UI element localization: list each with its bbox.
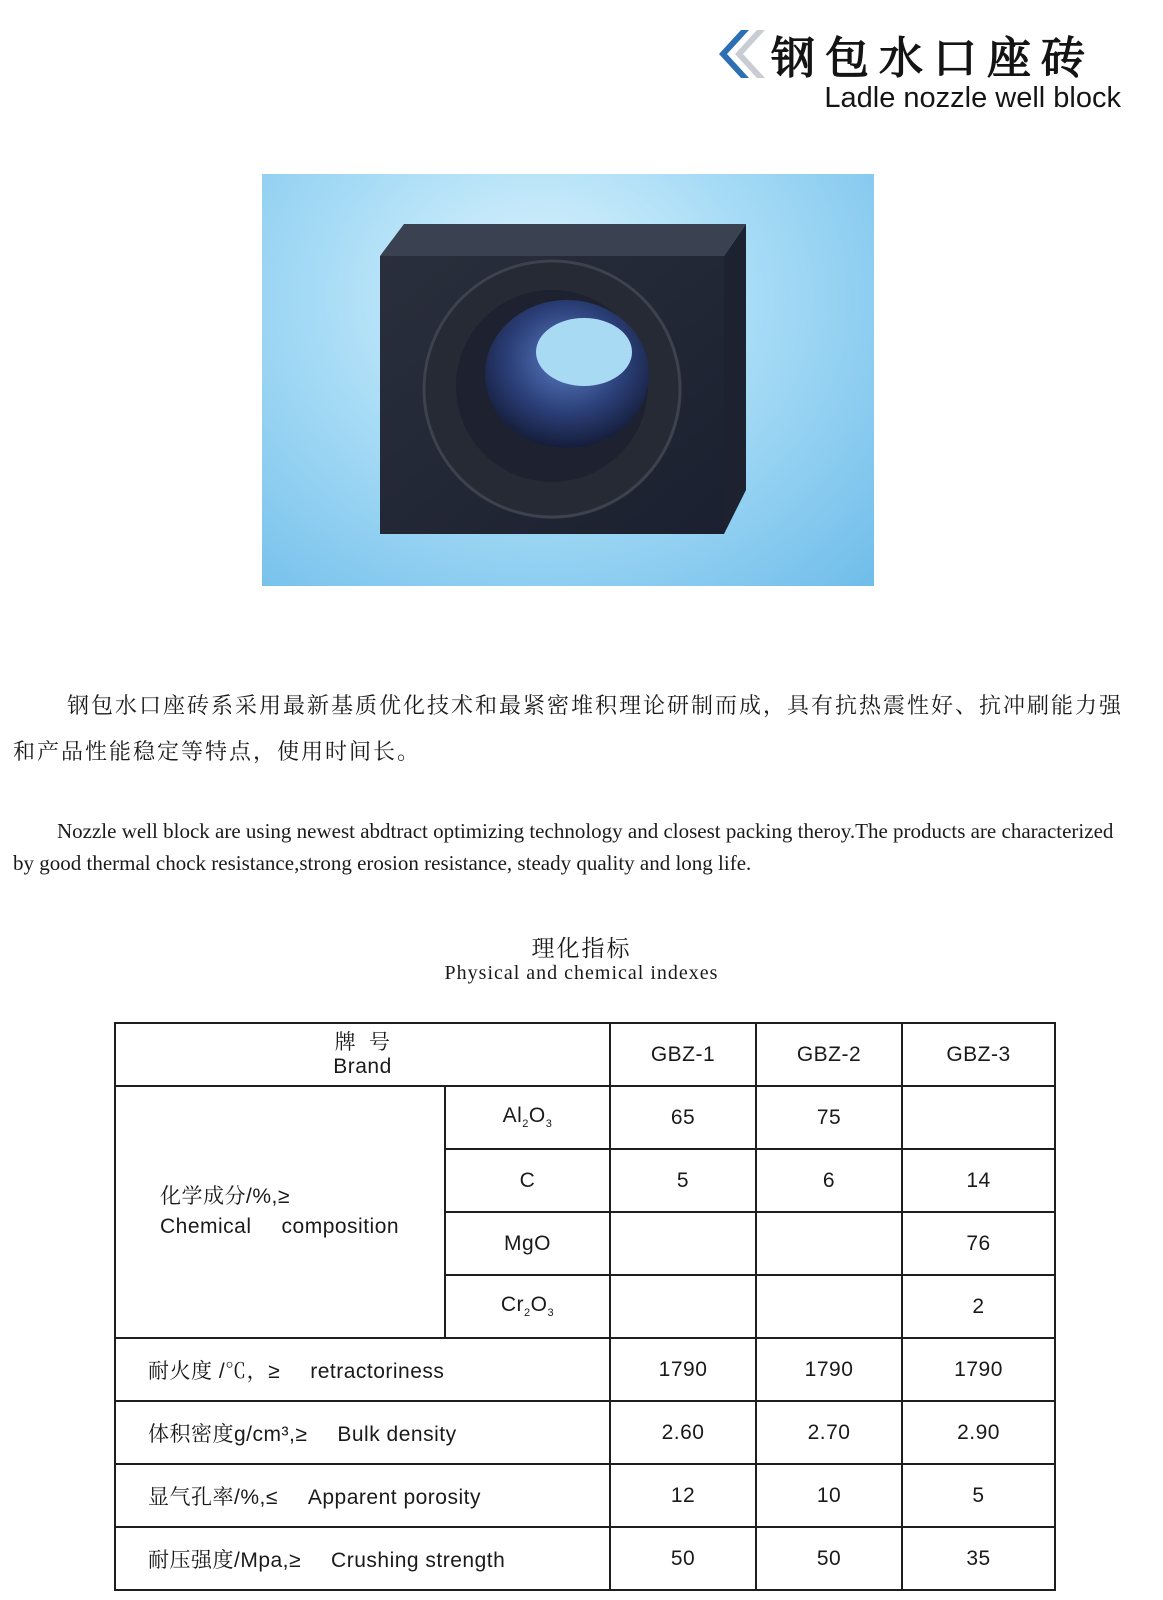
property-label: 耐火度 /℃，≥ retractoriness xyxy=(115,1338,610,1401)
chemical-composition-label xyxy=(115,1086,445,1338)
table-row xyxy=(115,1527,1055,1590)
table-cell: 10 xyxy=(756,1464,902,1527)
nozzle-block-image xyxy=(262,174,874,586)
table-cell xyxy=(902,1086,1055,1149)
table-cell xyxy=(756,1275,902,1338)
brand-header xyxy=(115,1023,610,1086)
property-label: 显气孔率/%,≤ Apparent porosity xyxy=(115,1464,610,1527)
page-header xyxy=(701,18,1121,118)
table-row xyxy=(115,1401,1055,1464)
table-cell: 5 xyxy=(902,1464,1055,1527)
table-cell: 65 xyxy=(610,1086,756,1149)
table-title-cn: 理化指标 xyxy=(531,936,632,962)
table-cell: 1790 xyxy=(610,1338,756,1401)
table-cell: 5 xyxy=(610,1149,756,1212)
chem-component: $Al_2O_3$ xyxy=(445,1086,610,1149)
table-cell: 50 xyxy=(610,1527,756,1590)
brand-label-cn: 牌 号 xyxy=(334,1030,391,1054)
table-cell xyxy=(610,1275,756,1338)
table-cell xyxy=(756,1212,902,1275)
property-label: 耐压强度/Mpa,≥ Crushing strength xyxy=(115,1527,610,1590)
table-row xyxy=(115,1464,1055,1527)
table-header-row xyxy=(115,1023,1055,1086)
table-cell: 2.60 xyxy=(610,1401,756,1464)
table-cell: 1790 xyxy=(756,1338,902,1401)
table-cell: 2.90 xyxy=(902,1401,1055,1464)
description-cn xyxy=(13,684,1133,776)
chem-component: C xyxy=(445,1149,610,1212)
table-cell: 2.70 xyxy=(756,1401,902,1464)
table-row xyxy=(115,1086,1055,1149)
table-title-en: Physical and chemical indexes xyxy=(444,962,719,984)
property-label: 体积密度g/cm³,≥ Bulk density xyxy=(115,1401,610,1464)
brand-name: GBZ-2 xyxy=(756,1023,902,1086)
brand-label-en: Brand xyxy=(333,1054,392,1078)
double-chevron-left-icon xyxy=(711,26,769,82)
table-cell: 35 xyxy=(902,1527,1055,1590)
table-cell: 12 xyxy=(610,1464,756,1527)
indexes-table xyxy=(114,1022,1056,1591)
table-cell: 50 xyxy=(756,1527,902,1590)
table-cell: 2 xyxy=(902,1275,1055,1338)
table-cell: 14 xyxy=(902,1149,1055,1212)
table-cell xyxy=(610,1212,756,1275)
brand-name: GBZ-1 xyxy=(610,1023,756,1086)
table-cell: 6 xyxy=(756,1149,902,1212)
chem-component: $Cr_2O_3$ xyxy=(445,1275,610,1338)
chem-component: MgO xyxy=(445,1212,610,1275)
table-cell: 1790 xyxy=(902,1338,1055,1401)
description-en xyxy=(13,815,1138,879)
chem-label-cn: 化学成分/%,≥ xyxy=(160,1185,290,1208)
description-cn-text: 钢包水口座砖系采用最新基质优化技术和最紧密堆积理论研制而成，具有抗热震性好、抗冲刷能力强和产品性能稳定等特点，使用时间长。 xyxy=(13,694,1124,765)
table-cell: 75 xyxy=(756,1086,902,1149)
page-title-cn: 钢包水口座砖 xyxy=(771,33,1095,84)
table-cell: 76 xyxy=(902,1212,1055,1275)
table-row xyxy=(115,1338,1055,1401)
page-title-en: Ladle nozzle well block xyxy=(824,82,1121,114)
product-photo xyxy=(262,174,874,586)
chem-label-en: Chemical composition xyxy=(160,1215,400,1238)
description-en-text: Nozzle well block are using newest abdtract optimizing technology and closest packing theroy.The products are characterized by good thermal chock resistance,strong erosion resistance, steady quality and long life. xyxy=(13,819,1114,875)
brand-name: GBZ-3 xyxy=(902,1023,1055,1086)
